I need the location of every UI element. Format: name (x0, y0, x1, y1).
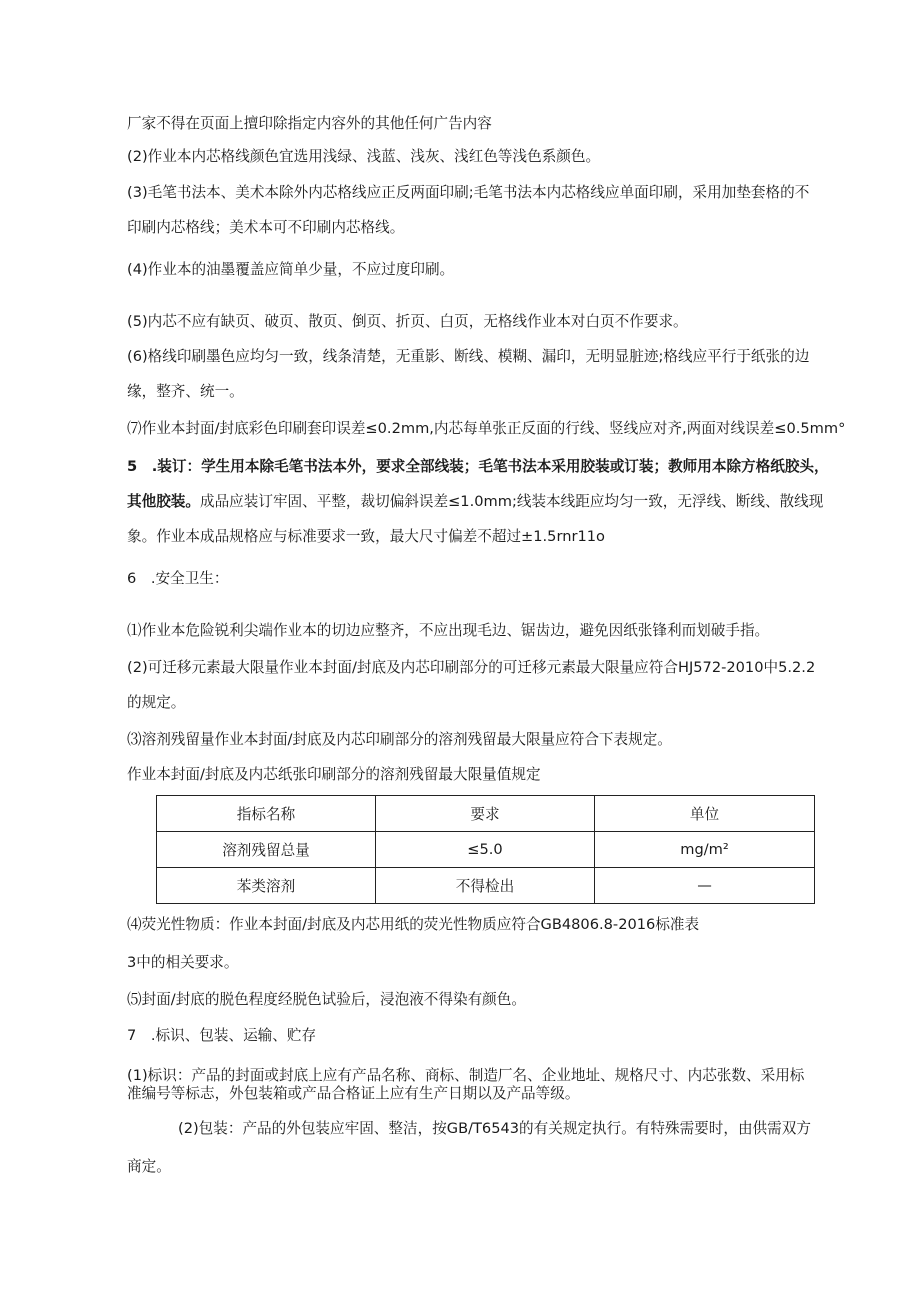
paragraph-6-line1: (6)格线印刷墨色应均匀一致，线条清楚，无重影、断线、模糊、漏印，无明显脏迹;格线应平行于纸张的边 (127, 348, 810, 365)
section-6-item-2-line2: 的规定。 (127, 694, 186, 711)
paragraph-7: ⑺作业本封面/封底彩色印刷套印误差≤0.2mm,内芯每单张正反面的行线、竖线应对齐,两面对线误差≤0.5mm° (127, 420, 846, 437)
table-header: 指标名称 (157, 796, 376, 832)
section-7-item-2-line2: 商定。 (127, 1158, 171, 1175)
section-6-item-2-line1: (2)可迁移元素最大限量作业本封面/封底及内芯印刷部分的可迁移元素最大限量应符合HJ572-2010中5.2.2 (127, 659, 816, 676)
section-7-item-1-line1: (1)标识：产品的封面或封底上应有产品名称、商标、制造厂名、企业地址、规格尺寸、内芯张数、采用标 (127, 1067, 805, 1084)
table-row (157, 832, 815, 868)
paragraph-5: (5)内芯不应有缺页、破页、散页、倒页、折页、白页，无格线作业本对白页不作要求。 (127, 313, 688, 330)
table-caption: 作业本封面/封底及内芯纸张印刷部分的溶剂残留最大限量值规定 (127, 766, 541, 783)
section-7-item-2-line1: (2)包装：产品的外包装应牢固、整洁，按GB/T6543的有关规定执行。有特殊需要时，由供需双方 (178, 1120, 811, 1137)
table-header: 单位 (595, 796, 815, 832)
paragraph-3-line2: 印刷内芯格线；美术本可不印刷内芯格线。 (127, 219, 405, 236)
section-6-item-3: ⑶溶剂残留量作业本封面/封底及内芯印刷部分的溶剂残留最大限量应符合下表规定。 (127, 731, 672, 748)
section-5-line1: 5 .装订：学生用本除毛笔书法本外，要求全部线装；毛笔书法本采用胶装或订装；教师用本除方格纸胶头， (127, 458, 829, 475)
section-5-line3: 象。作业本成品规格应与标准要求一致，最大尺寸偏差不超过±1.5rnr11o (127, 528, 605, 545)
section-5-bold-fragment: 其他胶装。 (127, 493, 200, 510)
table-cell: 不得检出 (376, 868, 595, 904)
section-5-fragment: 成品应装订牢固、平整，裁切偏斜误差≤1.0mm;线装本线距应均匀一致，无浮线、断线、散线现 (199, 493, 824, 510)
paragraph-4: (4)作业本的油墨覆盖应简单少量，不应过度印刷。 (127, 261, 455, 278)
paragraph-3-line1: (3)毛笔书法本、美术本除外内芯格线应正反两面印刷;毛笔书法本内芯格线应单面印刷，采用加垫套格的不 (127, 184, 810, 201)
section-7-item-1-line2: 准编号等标志，外包装箱或产品合格证上应有生产日期以及产品等级。 (127, 1085, 580, 1102)
section-6-item-4-line2: 3中的相关要求。 (127, 954, 239, 971)
section-6-item-4-line1: ⑷荧光性物质：作业本封面/封底及内芯用纸的荧光性物质应符合GB4806.8-2016标准表 (127, 916, 700, 933)
solvent-residue-table (156, 795, 815, 904)
table-cell: mg/m² (595, 832, 815, 868)
paragraph-ad-restriction: 厂家不得在页面上擅印除指定内容外的其他任何广告内容 (127, 115, 492, 132)
paragraph-6-line2: 缘，整齐、统一。 (127, 383, 244, 400)
section-6-item-1: ⑴作业本危险锐利尖端作业本的切边应整齐，不应出现毛边、锯齿边，避免因纸张锋利而划破手指。 (127, 622, 770, 639)
table-header-row (157, 796, 815, 832)
section-6-item-5: ⑸封面/封底的脱色程度经脱色试验后，浸泡液不得染有颜色。 (127, 991, 526, 1008)
section-6-heading: 6 .安全卫生： (127, 570, 229, 587)
table-row (157, 868, 815, 904)
table-cell: 苯类溶剂 (157, 868, 376, 904)
table-cell: ≤5.0 (376, 832, 595, 868)
section-7-heading: 7 .标识、包装、运输、贮存 (127, 1027, 317, 1044)
section-5-line2 (127, 492, 823, 512)
table-header: 要求 (376, 796, 595, 832)
table-cell: 溶剂残留总量 (157, 832, 376, 868)
table-cell: — (595, 868, 815, 904)
paragraph-2: (2)作业本内芯格线颜色宜选用浅绿、浅蓝、浅灰、浅红色等浅色系颜色。 (127, 148, 601, 165)
